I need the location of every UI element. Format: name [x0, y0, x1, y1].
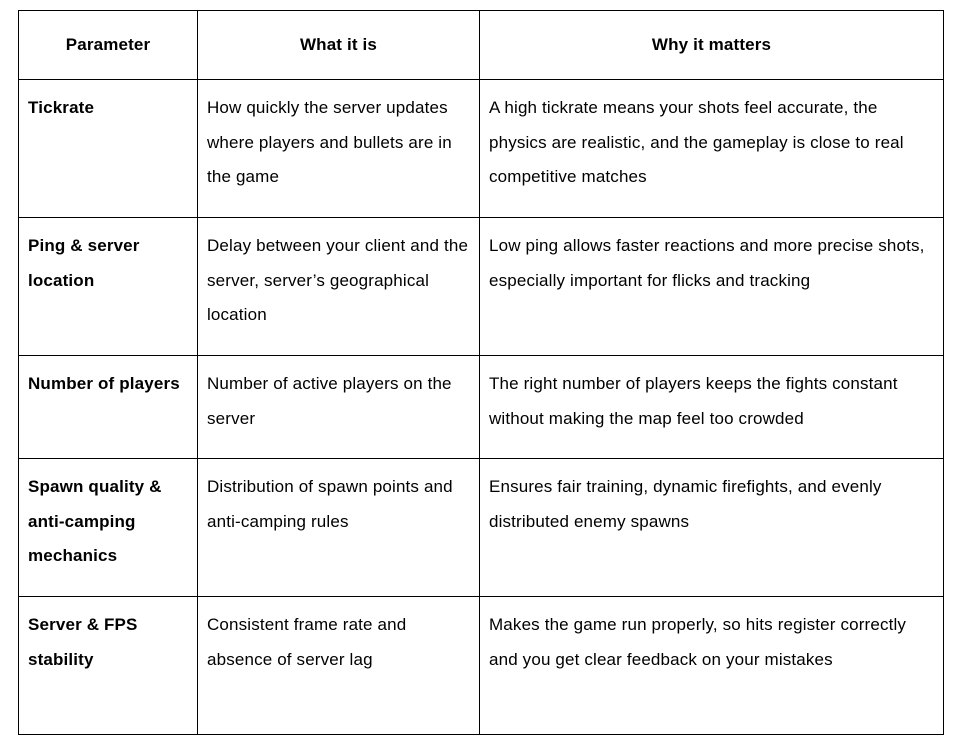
parameters-table-container [18, 10, 944, 735]
why-cell: Low ping allows faster reactions and more precise shots, especially important for flicks and tracking [480, 218, 944, 356]
parameter-cell: Ping & server location [19, 218, 198, 356]
what-cell: Consistent frame rate and absence of server lag [198, 597, 480, 735]
what-cell: Delay between your client and the server, server’s geographical location [198, 218, 480, 356]
what-cell: Distribution of spawn points and anti-camping rules [198, 459, 480, 597]
header-what-it-is: What it is [198, 11, 480, 80]
parameter-cell: Server & FPS stability [19, 597, 198, 735]
parameter-cell: Spawn quality & anti-camping mechanics [19, 459, 198, 597]
table-row [19, 356, 944, 459]
table-row [19, 218, 944, 356]
why-cell: The right number of players keeps the fights constant without making the map feel too crowded [480, 356, 944, 459]
table-row [19, 597, 944, 735]
why-cell: Makes the game run properly, so hits register correctly and you get clear feedback on your mistakes [480, 597, 944, 735]
table-row [19, 459, 944, 597]
why-cell: Ensures fair training, dynamic firefights, and evenly distributed enemy spawns [480, 459, 944, 597]
header-parameter: Parameter [19, 11, 198, 80]
table-header-row [19, 11, 944, 80]
table-row [19, 80, 944, 218]
why-cell: A high tickrate means your shots feel accurate, the physics are realistic, and the gameplay is close to real competitive matches [480, 80, 944, 218]
parameter-cell: Tickrate [19, 80, 198, 218]
header-why-it-matters: Why it matters [480, 11, 944, 80]
what-cell: How quickly the server updates where players and bullets are in the game [198, 80, 480, 218]
what-cell: Number of active players on the server [198, 356, 480, 459]
parameter-cell: Number of players [19, 356, 198, 459]
parameters-table [18, 10, 944, 735]
